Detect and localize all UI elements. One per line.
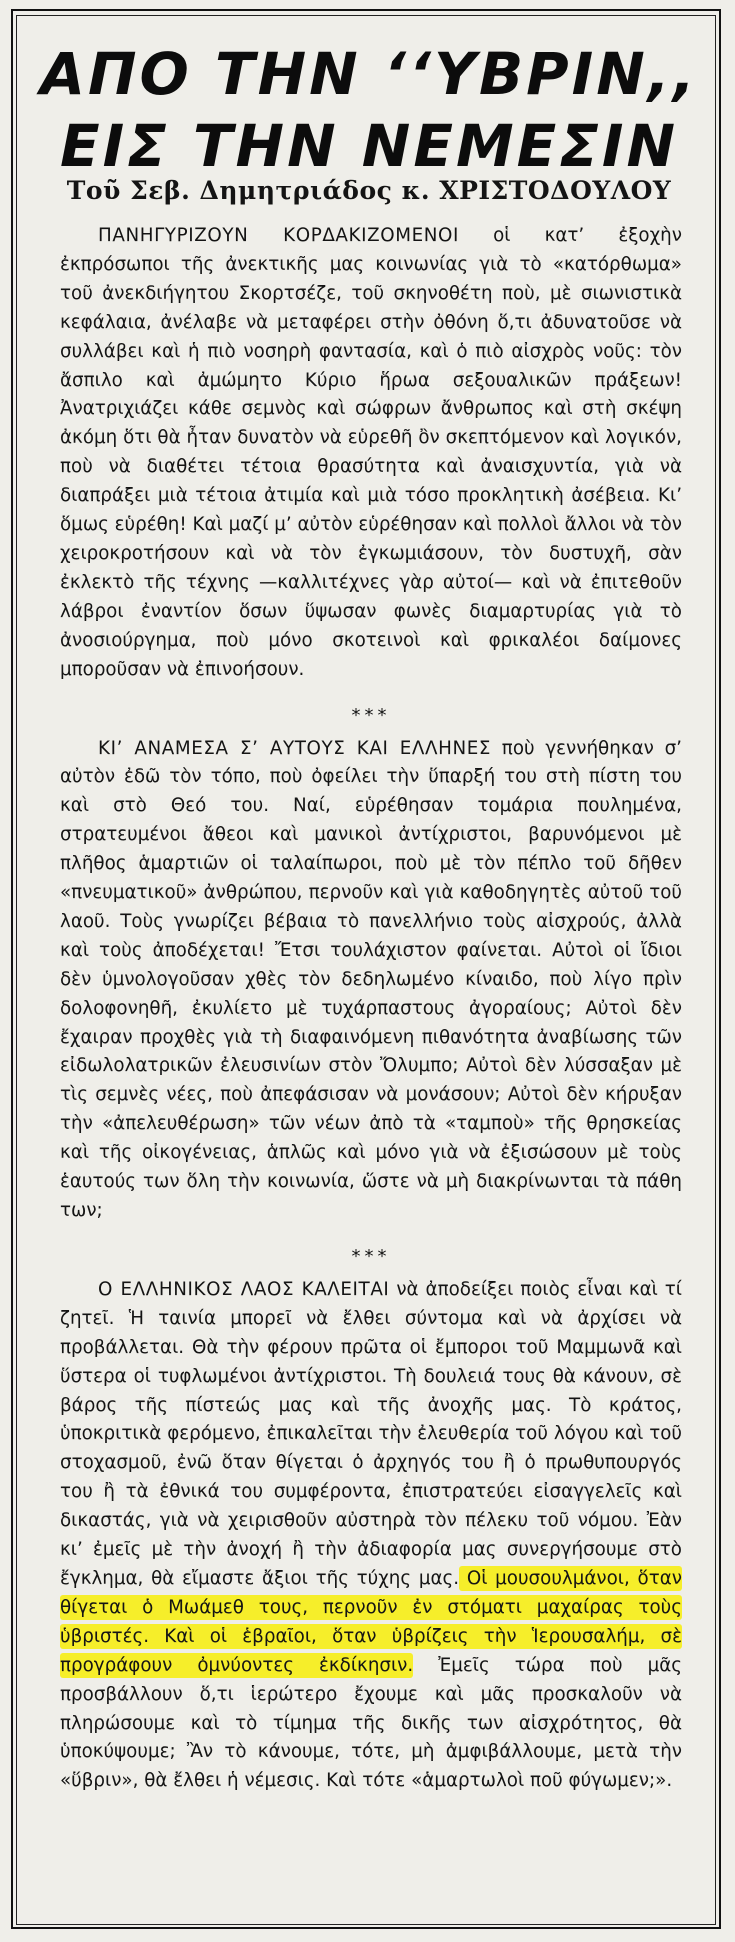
headline-line-1: ΑΠΟ ΤΗΝ ‘‘ΥΒΡΙΝ,, — [40, 40, 698, 108]
paragraph-3-lead: Ο ΕΛΛΗΝΙΚΟΣ ΛΑΟΣ ΚΑΛΕΙΤΑΙ — [98, 1278, 390, 1300]
headline-line-2: ΕΙΣ ΤΗΝ ΝΕΜΕΣΙΝ — [59, 112, 679, 180]
headline — [24, 38, 714, 182]
article-body — [60, 222, 682, 1796]
paragraph-2-lead: ΚΙ’ ΑΝΑΜΕΣΑ Σ’ ΑΥΤΟΥΣ ΚΑΙ ΕΛΛΗΝΕΣ — [98, 737, 492, 759]
paragraph-2 — [60, 735, 682, 1226]
paragraph-1 — [60, 222, 682, 685]
paragraph-3-tail: Ἐμεῖς τώρα ποὺ μᾶς προσβάλλουν ὅ,τι ἱερώτερο ἔχουμε καὶ μᾶς προσκαλοῦν νὰ πληρώσουμε καὶ τὸ τίμημα τῆς δικῆς των αἰσχρότητος, θὰ ὑποκύψουμε; Ἂν τὸ κάνουμε, τότε, μὴ ἀμφιβάλλουμε, μετὰ τὴν «ὕβριν», θὰ ἔλθει ἡ νέμεσις. Καὶ τότε «ἁμαρτωλοὶ ποῦ φύγωμεν;». — [60, 1654, 682, 1792]
paragraph-3 — [60, 1276, 682, 1796]
paragraph-1-text: οἱ κατ’ ἐξοχὴν ἐκπρόσωποι τῆς ἀνεκτικῆς μας κοινωνίας γιὰ τὸ «κατόρθωμα» τοῦ ἀνεκδιήγητου Σκορτσέζε, τοῦ σκηνοθέτη ποὺ, μὲ σιωνιστικὰ κεφάλαια, ἀνέλαβε νὰ μεταφέρει στὴν ὀθόνη ὅ,τι ἀδυνατοῦσε νὰ συλλάβει καὶ ἡ πιὸ νοσηρὴ φαντασία, καὶ ὁ πιὸ αἰσχρὸς νοῦς: τὸν ἄσπιλο καὶ ἀμώμητο Κύριο ἥρωα σεξουαλικῶν πράξεων! Ἀνατριχιάζει κάθε σεμνὸς καὶ σώφρων ἄνθρωπος καὶ στὴ σκέψη ἀκόμη ὅτι θὰ ἦταν δυνατὸν νὰ εὑρεθῆ ὂν σκεπτόμενον καὶ λογικόν, ποὺ νὰ διαθέτει τέτοια θρασύτητα καὶ ἀναισχυντία, γιὰ νὰ διαπράξει μιὰ τέτοια ἀτιμία καὶ μιὰ τόσο προκλητικὴ ἀσέβεια. Κι’ ὅμως εὑρέθη! Καὶ μαζί μ’ αὐτὸν εὑρέθησαν καὶ πολλοὶ ἄλλοι νὰ τὸν χειροκροτήσουν καὶ νὰ τὸν ἐγκωμιάσουν, τὸν δυστυχῆ, σὰν ἐκλεκτὸ τῆς τέχνης —καλλιτέχνες γὰρ αὐτοί— καὶ νὰ ἐπιτεθοῦν λάβροι ἐναντίον ὅσων ὕψωσαν φωνὲς διαμαρτυρίας γιὰ τὸ ἀνοσιούργημα, ποὺ μόνο σκοτεινοὶ καὶ φρικαλέοι δαίμονες μποροῦσαν νὰ ἐπινοήσουν. — [60, 225, 682, 680]
section-separator-1: *** — [351, 704, 391, 726]
section-separator-2: *** — [351, 1245, 391, 1267]
paragraph-1-lead: ΠΑΝΗΓΥΡΙΖΟΥΝ ΚΟΡΔΑΚΙΖΟΜΕΝΟΙ — [98, 225, 459, 246]
highlighted-passage: Οἱ μουσουλμάνοι, ὅταν θίγεται ὁ Μωάμεθ τους, περνοῦν ἐν στόματι μαχαίρας τοὺς ὑβριστές. Καὶ οἱ ἑβραῖοι, ὅταν ὑβρίζεις τὴν Ἱερουσαλήμ, σὲ προγράφουν ὀμνύοντες ἐκδίκησιν. — [60, 1567, 682, 1676]
byline: Τοῦ Σεβ. Δημητριάδος κ. ΧΡΙΣΤΟΔΟΥΛΟΥ — [66, 176, 672, 205]
paragraph-3-text: νὰ ἀποδείξει ποιὸς εἶναι καὶ τί ζητεῖ. Ἡ ταινία μπορεῖ νὰ ἔλθει σύντομα καὶ νὰ ἀρχίσει νὰ προβάλλεται. Θὰ τὴν φέρουν πρῶτα οἱ ἔμποροι τοῦ Μαμμωνᾶ καὶ ὕστερα οἱ τυφλωμένοι ἀντίχριστοι. Τὴ δουλειά τους θὰ κάνουν, σὲ βάρος τῆς πίστεώς μας καὶ τῆς ἀνοχῆς μας. Τὸ κράτος, ὑποκριτικὰ φερόμενο, ἐπικαλεῖται τὴν ἐλευθερία τοῦ λόγου καὶ τοῦ στοχασμοῦ, ἐνῶ ὅταν θίγεται ὁ ἀρχηγός του ἢ ὁ πρωθυπουργός του ἢ τὰ ἐθνικά του συμφέροντα, ἐπιστρατεύει εἰσαγγελεῖς καὶ δικαστάς, γιὰ νὰ χειρισθοῦν αὐστηρὰ τὸν πέλεκυ τοῦ νόμου. Ἐὰν κι’ ἐμεῖς μὲ τὴν ἀνοχή ἢ τὴν ἀδιαφορία μας συνεργήσουμε στὸ ἔγκλημα, θὰ εἴμαστε ἄξιοι τῆς τύχης μας. — [60, 1278, 682, 1589]
paragraph-2-text: ποὺ γεννήθηκαν σ’ αὐτὸν ἐδῶ τὸν τόπο, ποὺ ὀφείλει τὴν ὕπαρξή του στὴ πίστη του καὶ στὸ Θεό του. Ναί, εὑρέθησαν τομάρια πουλημένα, στρατευμένοι ἄθεοι καὶ μανικοὶ ἀντίχριστοι, βαρυνόμενοι μὲ πλῆθος ἁμαρτιῶν οἱ ταλαίπωροι, ποὺ μὲ τὸν πέπλο τοῦ δῆθεν «πνευματικοῦ» ἀνθρώπου, περνοῦν καὶ γιὰ καθοδηγητὲς αὐτοῦ τοῦ λαοῦ. Τοὺς γνωρίζει βέβαια τὸ πανελλήνιο τοὺς αἰσχρούς, ἀλλὰ καὶ τοὺς ἀποδέχεται! Ἔτσι τουλάχιστον φαίνεται. Αὐτοὶ οἱ ἴδιοι δὲν ὑμνολογοῦσαν χθὲς τὸν δεδηλωμένο κίναιδο, ποὺ λίγο πρὶν δολοφονηθῆ, ἐκυλίετο μὲ τυχάρπαστους ἀγοραίους; Αὐτοὶ δὲν ἔχαιραν προχθὲς γιὰ τὴ διαφαινόμενη πιθανότητα ἀναβίωσης τῶν εἰδωλολατρικῶν ἐλευσινίων στὸν Ὄλυμπο; Αὐτοὶ δὲν λύσσαξαν μὲ τὶς σεμνὲς νέες, ποὺ ἀπεφάσισαν νὰ μονάσουν; Αὐτοὶ δὲν κήρυξαν τὴν «ἀπελευθέρωση» τῶν νέων ἀπὸ τὰ «ταμποὺ» τῆς θρησκείας καὶ τῆς οἰκογένειας, ἁπλῶς καὶ μόνο γιὰ νὰ ἐξισώσουν μὲ τοὺς ἑαυτούς των ὅλη τὴν κοινωνία, ὥστε νὰ μὴ διακρίνωνται τὰ πάθη των; — [60, 737, 682, 1221]
